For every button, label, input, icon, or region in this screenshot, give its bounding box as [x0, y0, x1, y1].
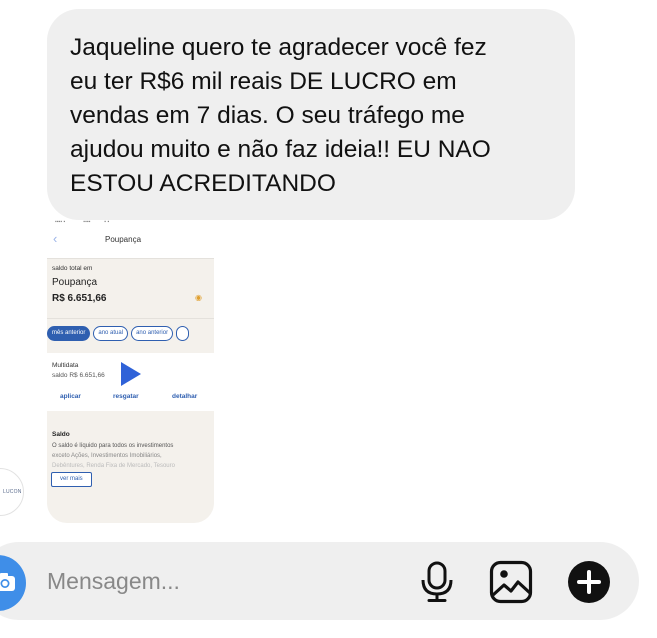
- filter-chip-current-year: ano atual: [93, 326, 128, 341]
- divider: [47, 258, 214, 259]
- action-resgatar: resgatar: [113, 393, 139, 400]
- investment-card: [47, 353, 214, 411]
- gallery-icon[interactable]: [489, 560, 533, 604]
- microphone-icon[interactable]: [420, 561, 454, 603]
- message-line: ESTOU ACREDITANDO: [70, 170, 336, 197]
- message-line: vendas em 7 dias. O seu tráfego me: [70, 102, 465, 129]
- saldo-info-title: Saldo: [52, 431, 70, 438]
- message-input[interactable]: [47, 566, 397, 596]
- action-aplicar: aplicar: [60, 393, 81, 400]
- saldo-info-text: [52, 441, 210, 471]
- filter-chip-previous-year: ano anterior: [131, 326, 173, 341]
- add-icon[interactable]: [567, 560, 611, 604]
- message-line: ajudou muito e não faz ideia!! EU NAO: [70, 136, 491, 163]
- message-line: eu ter R$6 mil reais DE LUCRO em: [70, 68, 457, 95]
- eye-icon: ◉: [195, 293, 202, 302]
- period-filters: [47, 326, 214, 340]
- message-bubble: [47, 9, 575, 220]
- saldo-type: Poupança: [52, 277, 98, 288]
- status-bar: ▪▪▪▪ ▪ ▪▪▪▪ ▪ ▪: [55, 220, 110, 225]
- filter-chip-previous-month: mês anterior: [47, 326, 90, 341]
- action-detalhar: detalhar: [172, 393, 198, 400]
- avatar-label: LUCON: [3, 489, 22, 495]
- saldo-info-line: Debêntures, Renda Fixa de Mercado, Tesouro: [52, 463, 175, 469]
- filter-chip-more: [176, 326, 189, 341]
- divider: [47, 318, 214, 319]
- saldo-info-line: O saldo é líquido para todos os investimentos: [52, 443, 174, 449]
- camera-icon: [0, 570, 18, 594]
- back-arrow-icon: ‹: [53, 231, 58, 246]
- play-icon: [121, 362, 141, 386]
- saldo-value: R$ 6.651,66: [52, 293, 107, 304]
- app-header: [47, 220, 214, 258]
- ver-mais-button: ver mais: [51, 472, 92, 487]
- screen-title: Poupança: [105, 235, 142, 244]
- message-line: Jaqueline quero te agradecer você fez: [70, 34, 487, 61]
- investment-balance: saldo R$ 6.651,66: [52, 372, 105, 379]
- saldo-info-line: exceto Ações, Investimentos Imobiliários,: [52, 453, 162, 459]
- saldo-label: saldo total em: [52, 265, 93, 272]
- investment-name: Multidata: [52, 362, 79, 369]
- image-message[interactable]: [47, 220, 214, 523]
- avatar[interactable]: [0, 468, 24, 516]
